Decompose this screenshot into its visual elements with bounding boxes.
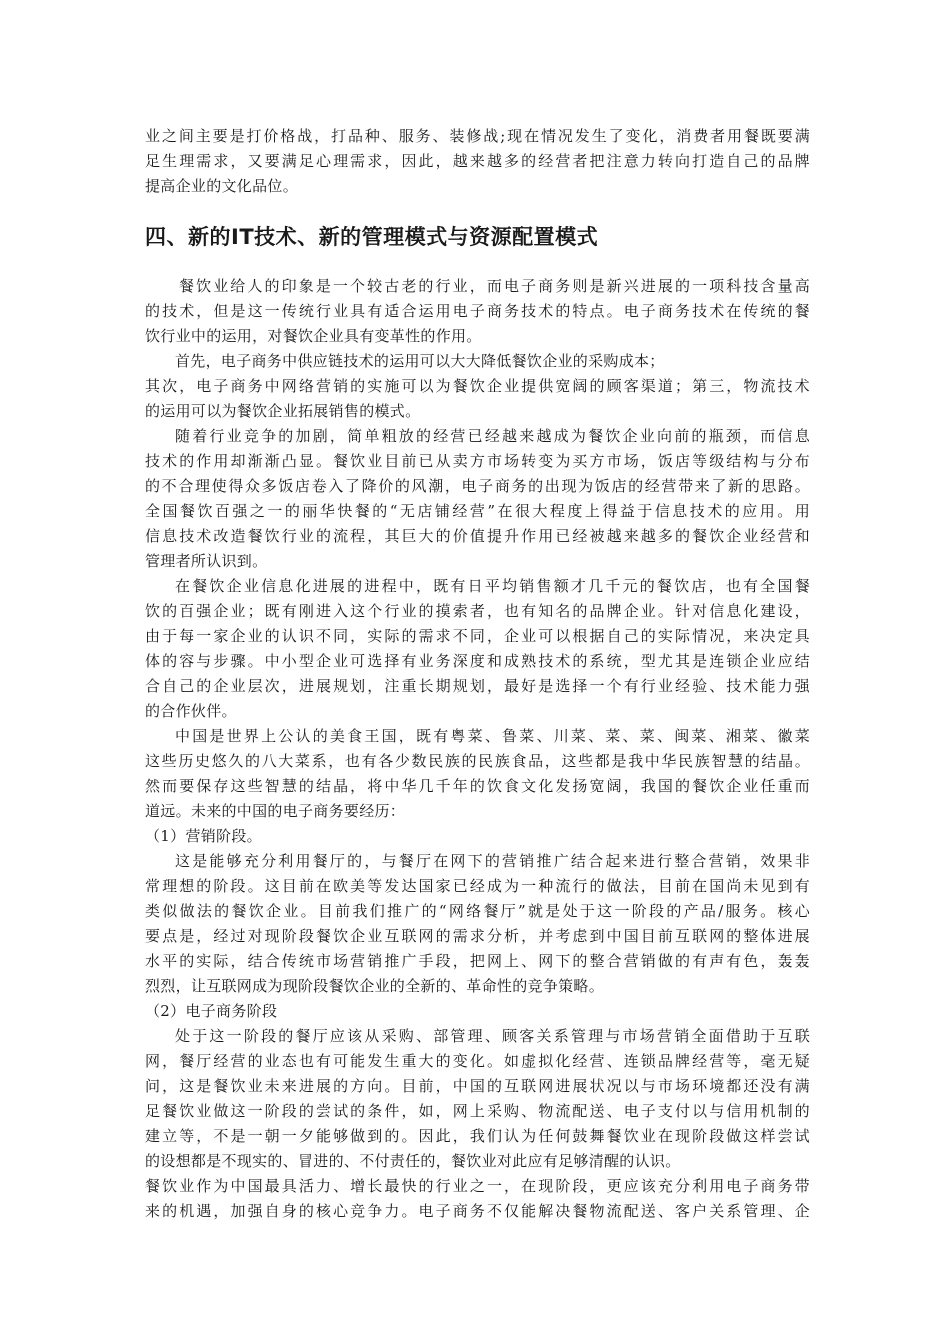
- text-line: 管理者所认识到。: [145, 552, 268, 570]
- text-line: 餐饮业作为中国最具活力、增长最快的行业之一，在现阶段，更应该充分利用电子商务带: [145, 1177, 810, 1195]
- text-line: 随着行业竞争的加剧，简单粗放的经营已经越来越成为餐饮企业向前的瓶颈，而信息: [175, 427, 810, 445]
- text-line: 合自己的企业层次，进展规划，注重长期规划，最好是选择一个有行业经验、技术能力强: [145, 677, 810, 695]
- text-line: 这是能够充分利用餐厅的，与餐厅在网下的营销推广结合起来进行整合营销，效果非: [175, 852, 810, 870]
- text-line: 的运用可以为餐饮企业拓展销售的模式。: [145, 402, 421, 420]
- list-heading: （2）电子商务阶段: [145, 1002, 278, 1020]
- text-line: 的设想都是不现实的、冒进的、不付责任的，餐饮业对此应有足够清醒的认识。: [145, 1152, 681, 1170]
- text-line: 烈烈，让互联网成为现阶段餐饮企业的全新的、革命性的竞争策略。: [145, 977, 605, 995]
- text-line: 然而要保存这些智慧的结晶，将中华几千年的饮食文化发扬宽阔，我国的餐饮企业任重而: [145, 777, 810, 795]
- text-line: 道远。未来的中国的电子商务要经历：: [145, 802, 406, 820]
- text-line: 水平的实际，结合传统市场营销推广手段，把网上、网下的整合营销做的有声有色，轰轰: [145, 952, 810, 970]
- text-line: 体的容与步骤。中小型企业可选择有业务深度和成熟技术的系统，型尤其是连锁企业应结: [145, 652, 810, 670]
- text-line: 这些历史悠久的八大菜系，也有各少数民族的民族食品，这些都是我中华民族智慧的结晶。: [145, 752, 810, 770]
- text-line: 足生理需求，又要满足心理需求，因此，越来越多的经营者把注意力转向打造自己的品牌: [145, 152, 810, 170]
- text-line: 处于这一阶段的餐厅应该从采购、部管理、顾客关系管理与市场营销全面借助于互联: [175, 1027, 810, 1045]
- text-line: 建立等，不是一朝一夕能够做到的。因此，我们认为任何鼓舞餐饮业在现阶段做这样尝试: [145, 1127, 810, 1145]
- text-line: 来的机遇，加强自身的核心竞争力。电子商务不仅能解决餐物流配送、客户关系管理、企: [145, 1202, 810, 1220]
- text-line: 餐饮业给人的印象是一个较古老的行业，而电子商务则是新兴进展的一项科技含量高: [179, 277, 810, 295]
- text-line: 的不合理使得众多饭店卷入了降价的风潮，电子商务的出现为饭店的经营带来了新的思路。: [145, 477, 810, 495]
- list-heading: （1）营销阶段。: [145, 827, 262, 845]
- text-line: 提高企业的文化品位。: [145, 177, 299, 195]
- text-line: 网，餐厅经营的业态也有可能发生重大的变化。如虚拟化经营、连锁品牌经营等，毫无疑: [145, 1052, 810, 1070]
- text-line: 问，这是餐饮业未来进展的方向。目前，中国的互联网进展状况以与市场环境都还没有满: [145, 1077, 810, 1095]
- text-line: 其次，电子商务中网络营销的实施可以为餐饮企业提供宽阔的顾客渠道；第三，物流技术: [145, 377, 810, 395]
- text-line: 饮行业中的运用，对餐饮企业具有变革性的作用。: [145, 327, 482, 345]
- text-line: 中国是世界上公认的美食王国，既有粤菜、鲁菜、川菜、菜、菜、闽菜、湘菜、徽菜: [175, 727, 810, 745]
- text-line: 的合作伙伴。: [145, 702, 237, 720]
- text-line: 首先，电子商务中供应链技术的运用可以大大降低餐饮企业的采购成本；: [175, 352, 665, 370]
- text-line: 常理想的阶段。这目前在欧美等发达国家已经成为一种流行的做法，目前在国尚未见到有: [145, 877, 810, 895]
- section-heading: 四、新的IT技术、新的管理模式与资源配置模式: [145, 225, 599, 249]
- text-line: 技术的作用却渐渐凸显。餐饮业目前已从卖方市场转变为买方市场，饭店等级结构与分布: [145, 452, 810, 470]
- text-line: 足餐饮业做这一阶段的尝试的条件，如，网上采购、物流配送、电子支付以与信用机制的: [145, 1102, 810, 1120]
- text-line: 在餐饮企业信息化进展的进程中，既有日平均销售额才几千元的餐饮店，也有全国餐: [175, 577, 810, 595]
- text-line: 全国餐饮百强之一的丽华快餐的“无店铺经营”在很大程度上得益于信息技术的应用。用: [145, 502, 810, 520]
- text-line: 类似做法的餐饮企业。目前我们推广的“网络餐厅”就是处于这一阶段的产品/服务。核心: [145, 902, 810, 920]
- text-line: 要点是，经过对现阶段餐饮企业互联网的需求分析，并考虑到中国目前互联网的整体进展: [145, 927, 810, 945]
- text-line: 由于每一家企业的认识不同，实际的需求不同，企业可以根据自己的实际情况，来决定具: [145, 627, 810, 645]
- text-line: 信息技术改造餐饮行业的流程，其巨大的价值提升作用已经被越来越多的餐饮企业经营和: [145, 527, 810, 545]
- text-line: 业之间主要是打价格战，打品种、服务、装修战;现在情况发生了变化，消费者用餐既要满: [145, 127, 810, 145]
- text-line: 的技术，但是这一传统行业具有适合运用电子商务技术的特点。电子商务技术在传统的餐: [145, 302, 810, 320]
- text-line: 饮的百强企业；既有刚进入这个行业的摸索者，也有知名的品牌企业。针对信息化建设，: [145, 602, 810, 620]
